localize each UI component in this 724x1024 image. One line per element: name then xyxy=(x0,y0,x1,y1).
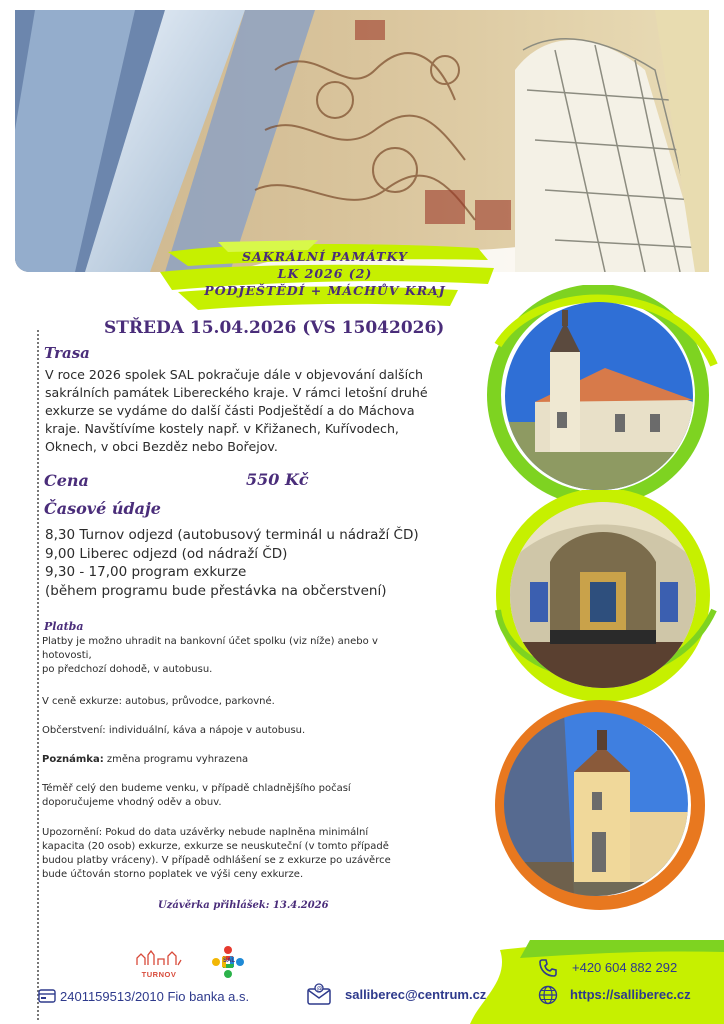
sal-logo xyxy=(210,944,246,980)
platba-line: po předchozí dohodě, v autobusu. xyxy=(42,664,213,675)
poznamka-label: Poznámka: xyxy=(42,754,104,765)
title-line-3: PODJEŠTĚDÍ + MÁCHŮV KRAJ xyxy=(204,283,446,298)
upozorneni-line: bude účtován storno poplatek ve výši ceny exkurze. xyxy=(42,869,304,880)
trasa-heading: Trasa xyxy=(44,344,90,362)
turnov-logo xyxy=(136,950,182,979)
casove-line: (během programu bude přestávka na občerstvení) xyxy=(45,582,387,599)
upozorneni-line: kapacita (20 osob) exkurze, exkurze se neuskuteční (v tomto případě xyxy=(42,841,389,852)
upozorneni-line: Upozornění: Pokud do data uzávěrky nebude naplněna minimální xyxy=(42,827,369,838)
footer-brush-swoosh xyxy=(470,940,724,1024)
turnov-logo-text: TURNOV xyxy=(141,970,177,979)
trasa-line: sakrálních památek Libereckého kraje. V rámci letošní druhé xyxy=(45,385,428,400)
bank-card-icon xyxy=(38,989,56,1003)
platba-heading: Platba xyxy=(44,620,84,633)
venku-line: Téměř celý den budeme venku, v případě chladnějšího počasí xyxy=(42,783,351,794)
church-photo-1 xyxy=(505,302,693,490)
globe-icon xyxy=(538,985,558,1005)
platba-line: Platby je možno uhradit na bankovní účet spolku (viz níže) anebo v xyxy=(42,636,378,647)
casove-text xyxy=(45,526,495,600)
footer-bank-account: 2401159513/2010 Fio banka a.s. xyxy=(60,989,250,1004)
trasa-line: exkurze se vydáme do další části Podještědí a do Máchova xyxy=(45,403,415,418)
upozorneni-text xyxy=(42,826,482,882)
trasa-text xyxy=(45,366,485,456)
title-block xyxy=(175,248,475,299)
footer-web-link[interactable]: https://salliberec.cz xyxy=(570,987,691,1002)
cena-value: 550 Kč xyxy=(246,470,309,489)
church-interior-photo xyxy=(510,502,696,688)
svg-text:@: @ xyxy=(316,985,323,993)
casove-line: 9,00 Liberec odjezd (od nádraží ČD) xyxy=(45,545,288,562)
upozorneni-line: budou platby vráceny). V případě odhlášení se z exkurze po uzávěrce xyxy=(42,855,391,866)
platba-text xyxy=(42,635,462,677)
footer-email-link[interactable]: salliberec@centrum.cz xyxy=(345,987,487,1002)
venku-line: doporučujeme vhodný oděv a obuv. xyxy=(42,797,222,808)
trasa-line: V roce 2026 spolek SAL pokračuje dále v objevování dalších xyxy=(45,367,424,382)
footer-phone[interactable]: +420 604 882 292 xyxy=(572,960,678,975)
poznamka-text: změna programu vyhrazena xyxy=(103,754,249,765)
obcerstveni: Občerstvení: individuální, káva a nápoje v autobusu. xyxy=(42,725,306,736)
header-photo-fresco xyxy=(15,10,709,272)
trasa-line: kraje. Navštívíme kostely např. v Křižanech, Kuřívodech, xyxy=(45,421,399,436)
casove-line: 8,30 Turnov odjezd (autobusový terminál u nádraží ČD) xyxy=(45,527,419,543)
casove-line: 9,30 - 17,00 program exkurze xyxy=(45,564,247,580)
casove-heading: Časové údaje xyxy=(44,499,161,518)
title-line-2: LK 2026 (2) xyxy=(277,266,373,281)
turnov-skyline-icon xyxy=(136,950,182,966)
dotted-divider xyxy=(37,330,39,1020)
church-photo-3 xyxy=(504,712,688,896)
cena-heading: Cena xyxy=(44,471,89,490)
date-heading: STŘEDA 15.04.2026 (VS 15042026) xyxy=(104,318,445,338)
sal-logo-text: SAL xyxy=(223,958,235,964)
trasa-line: Oknech, v obci Bezděz nebo Bořejov. xyxy=(45,439,278,454)
uzaverka: Uzávěrka přihlášek: 13.4.2026 xyxy=(158,900,329,911)
venku-text xyxy=(42,782,462,810)
phone-icon xyxy=(538,958,558,978)
poznamka xyxy=(42,753,248,767)
cena-zahrnuje: V ceně exkurze: autobus, průvodce, parkovné. xyxy=(42,696,275,707)
title-line-1: SAKRÁLNÍ PAMÁTKY xyxy=(242,249,408,264)
platba-line: hotovosti, xyxy=(42,650,92,661)
email-icon xyxy=(306,982,332,1006)
